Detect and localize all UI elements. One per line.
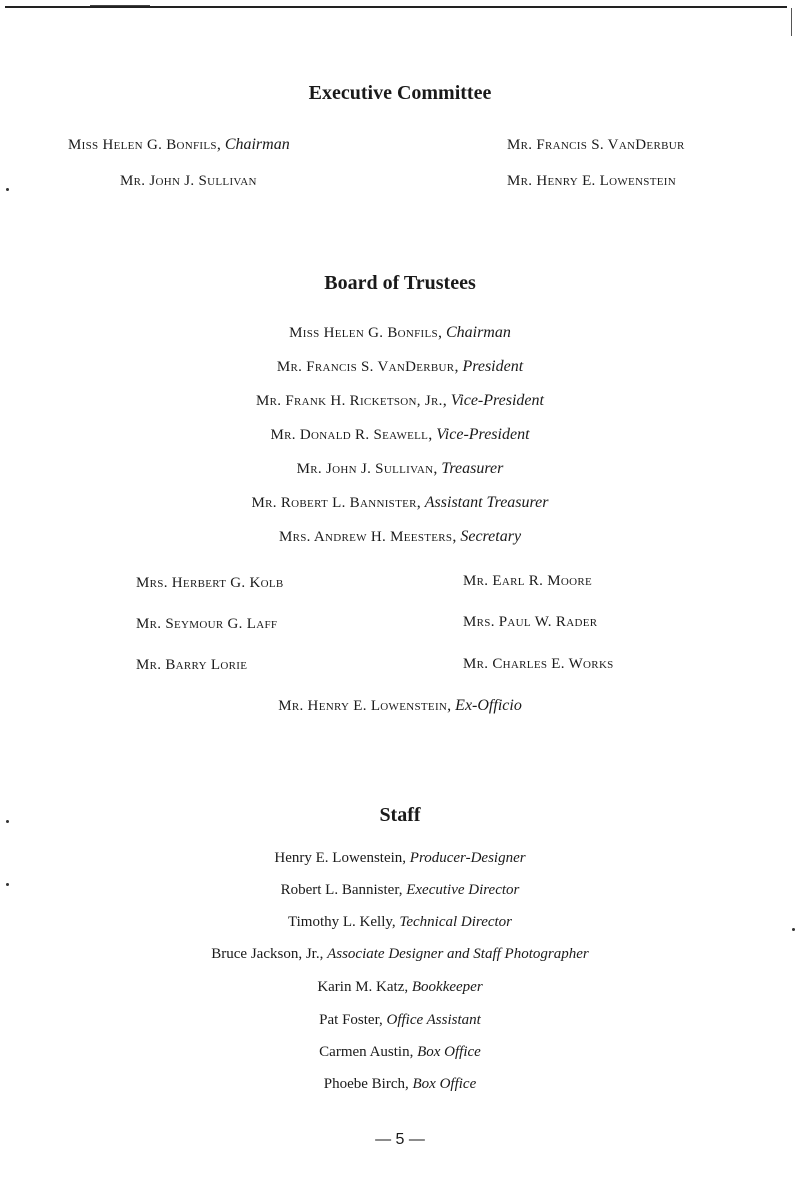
trustee-member: Mrs. Paul W. Rader: [463, 614, 598, 630]
trustee-officer: Miss Helen G. Bonfils, Chairman: [289, 324, 511, 341]
staff-heading: Staff: [379, 804, 421, 826]
trustee-officer: Mr. John J. Sullivan, Treasurer: [296, 460, 504, 477]
exec-member: Miss Helen G. Bonfils, Chairman: [68, 136, 290, 153]
staff-member: Carmen Austin, Box Office: [319, 1044, 481, 1060]
trustee-officer: Mr. Francis S. VanDerbur, President: [276, 358, 524, 375]
scan-speck: [6, 188, 9, 191]
exec-member: Mr. John J. Sullivan: [120, 173, 257, 189]
trustee-member: Mr. Barry Lorie: [136, 657, 248, 673]
page-number: — 5 —: [375, 1131, 425, 1148]
executive-committee-heading: Executive Committee: [308, 82, 492, 104]
exec-member: Mr. Francis S. VanDerbur: [507, 137, 685, 153]
trustee-member: Mrs. Herbert G. Kolb: [136, 575, 284, 591]
edge-mark: [791, 8, 792, 36]
top-rule: [5, 6, 787, 8]
staff-member: Henry E. Lowenstein, Producer-Designer: [274, 850, 526, 866]
staff-member: Bruce Jackson, Jr., Associate Designer and Staff Photographer: [211, 946, 589, 962]
board-of-trustees-heading: Board of Trustees: [324, 272, 476, 294]
top-rule-accent: [90, 5, 150, 6]
trustee-officer: Mr. Donald R. Seawell, Vice-President: [270, 426, 530, 443]
trustee-member: Mr. Earl R. Moore: [463, 573, 592, 589]
trustee-officer: Mrs. Andrew H. Meesters, Secretary: [278, 528, 522, 545]
trustee-officer: Mr. Robert L. Bannister, Assistant Treasurer: [251, 494, 549, 511]
staff-member: Robert L. Bannister, Executive Director: [280, 882, 520, 898]
staff-member: Karin M. Katz, Bookkeeper: [317, 979, 483, 995]
trustee-ex-officio: Mr. Henry E. Lowenstein, Ex-Officio: [278, 697, 522, 714]
trustee-member: Mr. Seymour G. Laff: [136, 616, 278, 632]
staff-member: Timothy L. Kelly, Technical Director: [287, 914, 513, 930]
staff-member: Pat Foster, Office Assistant: [319, 1012, 481, 1028]
exec-member: Mr. Henry E. Lowenstein: [507, 173, 676, 189]
trustee-member: Mr. Charles E. Works: [463, 656, 614, 672]
staff-member: Phoebe Birch, Box Office: [323, 1076, 477, 1092]
trustee-officer: Mr. Frank H. Ricketson, Jr., Vice-President: [256, 392, 544, 409]
